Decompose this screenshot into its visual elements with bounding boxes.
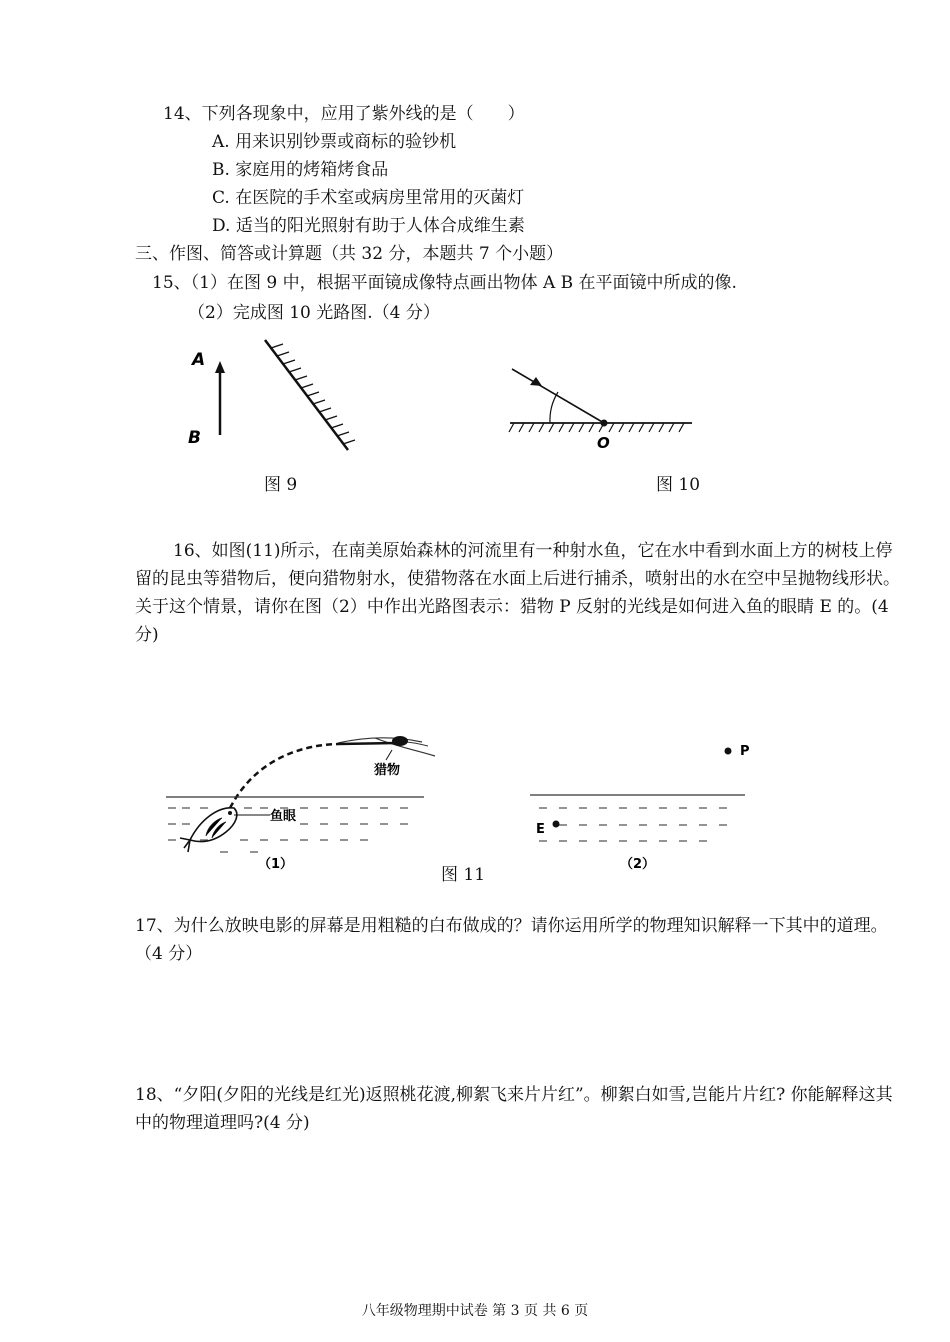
q15-part1: 15、（1）在图 9 中，根据平面镜成像特点画出物体 A B 在平面镜中所成的像. — [152, 273, 737, 293]
q14-option-a: A. 用来识别钞票或商标的验钞机 — [212, 132, 457, 152]
page-footer: 八年级物理期中试卷 第 3 页 共 6 页 — [361, 1303, 589, 1319]
fig11-caption: 图 11 — [441, 865, 486, 885]
fig9-caption: 图 9 — [264, 475, 298, 495]
fig9-label-b: B — [188, 428, 201, 448]
q14-option-b: B. 家庭用的烤箱烤食品 — [212, 160, 389, 180]
archer-fish — [180, 808, 237, 852]
fig10-label-o: O — [597, 434, 610, 452]
section-note: （共 32 分，本题共 7 个小题） — [322, 244, 564, 264]
branch-stem — [338, 743, 395, 744]
q18-text: 18、“夕阳(夕阳的光线是红光)返照桃花渡,柳絮飞来片片红”。柳絮白如雪,岂能片片红? 你能解释这其中的物理道理吗?(4 分) — [135, 1085, 893, 1133]
incident-ray — [512, 369, 604, 423]
figure-9 — [180, 335, 360, 460]
tree-branch — [338, 738, 435, 756]
fig9-label-a: A — [192, 350, 206, 370]
section-title: 三、作图、简答或计算题 — [135, 244, 322, 264]
prey-label: 猎物 — [374, 763, 401, 778]
q16-text: 16、如图(11)所示，在南美原始森林的河流里有一种射水鱼，它在水中看到水面上方的树枝上停留的昆虫等猎物后，便向猎物射水，使猎物落在水面上后进行捕杀，喷射出的水在空中呈抛物线形状。关于这个情景，请你在图（2）中作出光路图表示：猎物 P 反射的光线是如何进入鱼的眼睛 E 的。(4 分) — [135, 541, 900, 645]
point-o-dot — [601, 420, 608, 427]
q14-option-c: C. 在医院的手术室或病房里常用的灭菌灯 — [212, 188, 525, 208]
eye-label: 鱼眼 — [270, 809, 297, 824]
q14-option-d: D. 适当的阳光照射有助于人体合成维生素 — [212, 216, 525, 236]
water-jet-path — [230, 744, 338, 808]
figure-11-part2 — [525, 735, 760, 875]
prey-insect — [392, 736, 408, 746]
fig11-sub2: （2） — [620, 857, 656, 872]
point-e — [553, 821, 560, 828]
incidence-angle-arc — [550, 392, 558, 423]
point-p — [725, 748, 732, 755]
figure-10 — [500, 355, 700, 455]
plane-mirror — [265, 340, 355, 450]
fig11-sub1: （1） — [258, 857, 294, 872]
object-arrow-ab — [215, 361, 225, 435]
q17-text: 17、为什么放映电影的屏幕是用粗糙的白布做成的？请你运用所学的物理知识解释一下其中的道理。（4 分） — [135, 916, 888, 964]
fig10-caption: 图 10 — [656, 475, 701, 495]
water-dashes-2 — [539, 808, 727, 841]
fish-eye — [228, 811, 232, 815]
q14-stem: 14、下列各现象中，应用了紫外线的是（ ） — [163, 104, 525, 124]
point-p-label: P — [740, 744, 750, 759]
point-e-label: E — [536, 822, 545, 837]
q15-part2: （2）完成图 10 光路图.（4 分） — [188, 303, 440, 323]
reflecting-surface — [509, 423, 692, 432]
prey-pointer — [386, 750, 392, 760]
section-heading — [135, 243, 563, 265]
figure-11-part1 — [160, 720, 440, 875]
